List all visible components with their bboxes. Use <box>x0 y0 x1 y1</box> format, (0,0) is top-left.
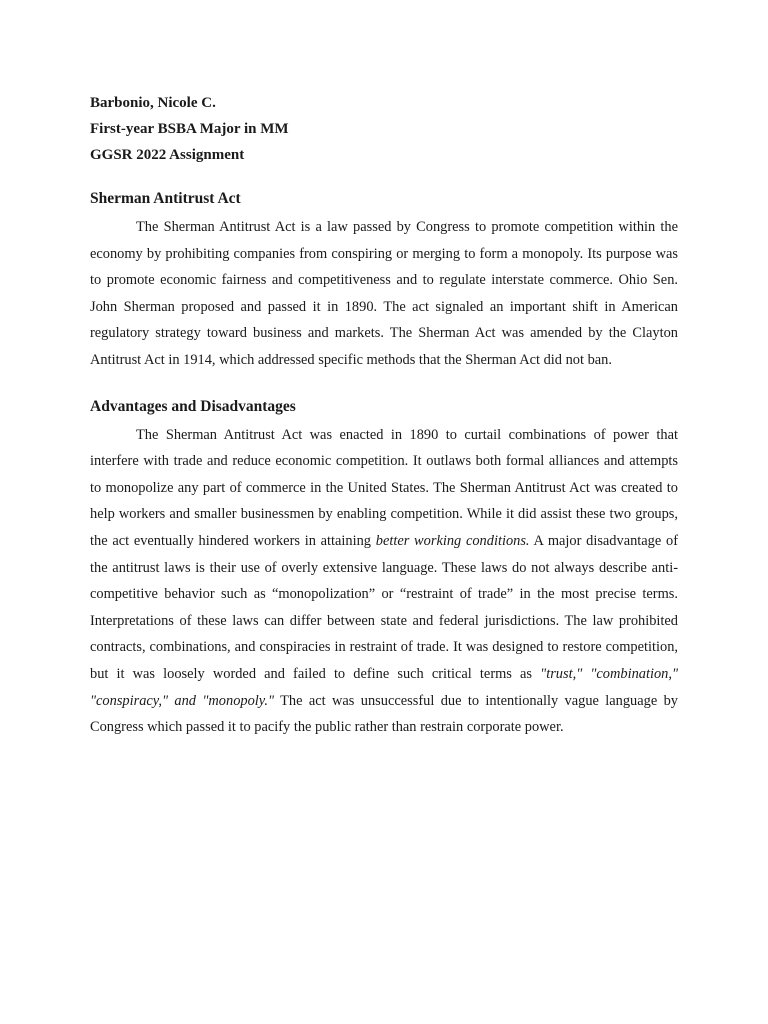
paragraph-italic-b: "trust," "combination," "conspiracy," and "monopoly." <box>90 665 678 709</box>
assignment-line: GGSR 2022 Assignment <box>90 147 245 163</box>
section-heading-sherman: Sherman Antitrust Act <box>90 190 241 207</box>
program-line: First-year BSBA Major in MM <box>90 121 289 137</box>
document-page <box>90 90 678 741</box>
author-name: Barbonio, Nicole C. <box>90 95 216 111</box>
paragraph-text-b: A major disadvantage of the antitrust laws is their use of overly extensive language. These laws do not always describe anti-competitive behavior such as “monopolization” or “restraint of trade” in the most precise terms. Interpretations of these laws can differ between state and federal jurisdictions. The law prohibited contracts, combinations, and conspiracies in restraint of trade. It was designed to restore competition, but it was loosely worded and failed to define such critical terms as <box>90 532 678 682</box>
paragraph-sherman: The Sherman Antitrust Act is a law passed by Congress to promote competition within the economy by prohibiting companies from conspiring or merging to form a monopoly. Its purpose was to promote economic fairness and competitiveness and to regulate interstate commerce. Ohio Sen. John Sherman proposed and passed it in 1890. The act signaled an important shift in American regulatory strategy toward business and markets. The Sherman Act was amended by the Clayton Antitrust Act in 1914, which addressed specific methods that the Sherman Act did not ban. <box>90 219 678 368</box>
section-heading-advantages: Advantages and Disadvantages <box>90 397 296 415</box>
paragraph-text-a: The Sherman Antitrust Act was enacted in 1890 to curtail combinations of power that interfere with trade and reduce economic competition. It outlaws both formal alliances and attempts to monopolize any part of commerce in the United States. The Sherman Antitrust Act was created to help workers and smaller businessmen by enabling competition. While it did assist these two groups, the act eventually hindered workers in attaining <box>90 426 678 549</box>
paragraph-text-c: The act was unsuccessful due to intentionally vague language by Congress which passed it to pacify the public rather than restrain corporate power. <box>90 692 678 736</box>
paragraph-advantages <box>90 422 678 741</box>
paragraph-italic-a: better working conditions. <box>375 532 530 549</box>
